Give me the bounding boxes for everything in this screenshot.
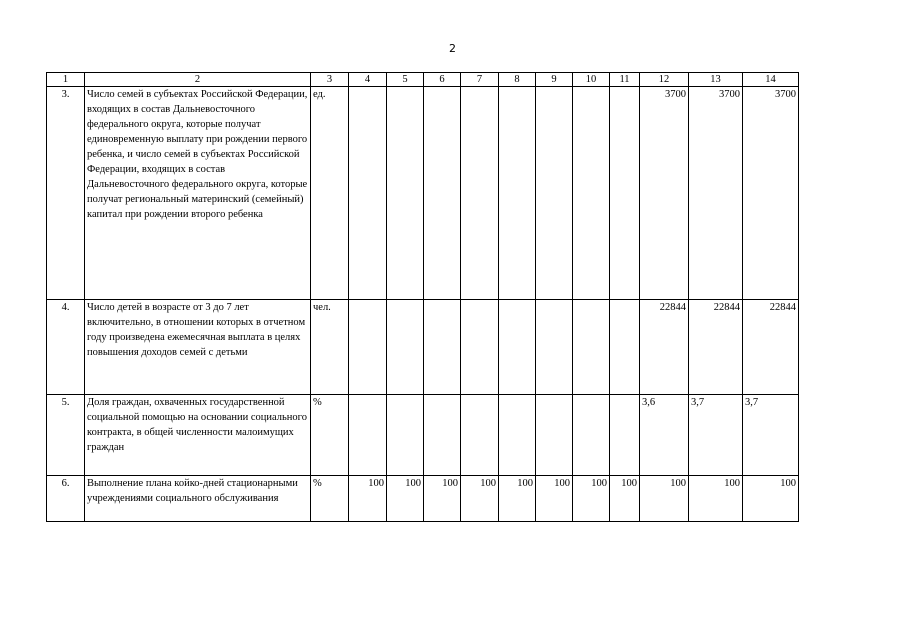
row-description: Выполнение плана койко-дней стационарными учреждениями социального обслуживания [85,476,311,522]
value-cell [387,395,424,476]
row-description: Число детей в возрасте от 3 до 7 лет включительно, в отношении которых в отчетном году произведена ежемесячная выплата в целях повышения доходов семей с детьми [85,300,311,395]
header-cell: 1 [47,73,85,87]
value-cell [499,87,536,300]
header-cell: 9 [536,73,573,87]
value-cell [349,395,387,476]
row-number: 6. [47,476,85,522]
table-row [47,300,799,395]
value-cell: 3,7 [743,395,799,476]
table-row [47,476,799,522]
row-unit: ед. [311,87,349,300]
table-row [47,395,799,476]
row-number: 5. [47,395,85,476]
value-cell [536,395,573,476]
value-cell [424,300,461,395]
header-cell: 4 [349,73,387,87]
value-cell [349,300,387,395]
indicators-table [46,72,799,522]
value-cell [461,87,499,300]
value-cell [387,87,424,300]
row-description: Доля граждан, охваченных государственной социальной помощью на основании социального контракта, в общей численности малоимущих граждан [85,395,311,476]
table-row [47,87,799,300]
value-cell [610,300,640,395]
value-cell: 100 [424,476,461,522]
header-cell: 3 [311,73,349,87]
value-cell: 3700 [743,87,799,300]
value-cell: 100 [349,476,387,522]
row-description: Число семей в субъектах Российской Федерации, входящих в состав Дальневосточного федерального округа, которые получат единовременную выплату при рождении первого ребенка, и число семей в субъектах Российской Федерации, входящих в состав Дальневосточного федерального округа, которые получат региональный материнский (семейный) капитал при рождении второго ребенка [85,87,311,300]
value-cell [499,300,536,395]
header-cell: 10 [573,73,610,87]
value-cell: 22844 [640,300,689,395]
value-cell [387,300,424,395]
value-cell: 100 [536,476,573,522]
header-cell: 12 [640,73,689,87]
value-cell [461,300,499,395]
value-cell [499,395,536,476]
row-unit: % [311,476,349,522]
value-cell: 22844 [743,300,799,395]
value-cell: 100 [743,476,799,522]
header-row [47,73,799,87]
value-cell: 100 [499,476,536,522]
value-cell [424,395,461,476]
value-cell: 100 [640,476,689,522]
row-unit: % [311,395,349,476]
value-cell [573,300,610,395]
value-cell: 3,6 [640,395,689,476]
value-cell [610,395,640,476]
value-cell: 100 [461,476,499,522]
header-cell: 2 [85,73,311,87]
value-cell: 100 [610,476,640,522]
value-cell: 100 [573,476,610,522]
row-number: 4. [47,300,85,395]
value-cell: 3700 [689,87,743,300]
header-cell: 5 [387,73,424,87]
row-unit: чел. [311,300,349,395]
header-cell: 11 [610,73,640,87]
value-cell [610,87,640,300]
value-cell: 3700 [640,87,689,300]
header-cell: 6 [424,73,461,87]
header-cell: 14 [743,73,799,87]
value-cell [536,87,573,300]
row-number: 3. [47,87,85,300]
value-cell: 100 [387,476,424,522]
value-cell [573,87,610,300]
page-number: 2 [449,42,456,55]
value-cell [536,300,573,395]
value-cell [349,87,387,300]
header-cell: 7 [461,73,499,87]
header-cell: 13 [689,73,743,87]
value-cell: 22844 [689,300,743,395]
value-cell: 3,7 [689,395,743,476]
header-cell: 8 [499,73,536,87]
value-cell [573,395,610,476]
value-cell: 100 [689,476,743,522]
value-cell [424,87,461,300]
value-cell [461,395,499,476]
